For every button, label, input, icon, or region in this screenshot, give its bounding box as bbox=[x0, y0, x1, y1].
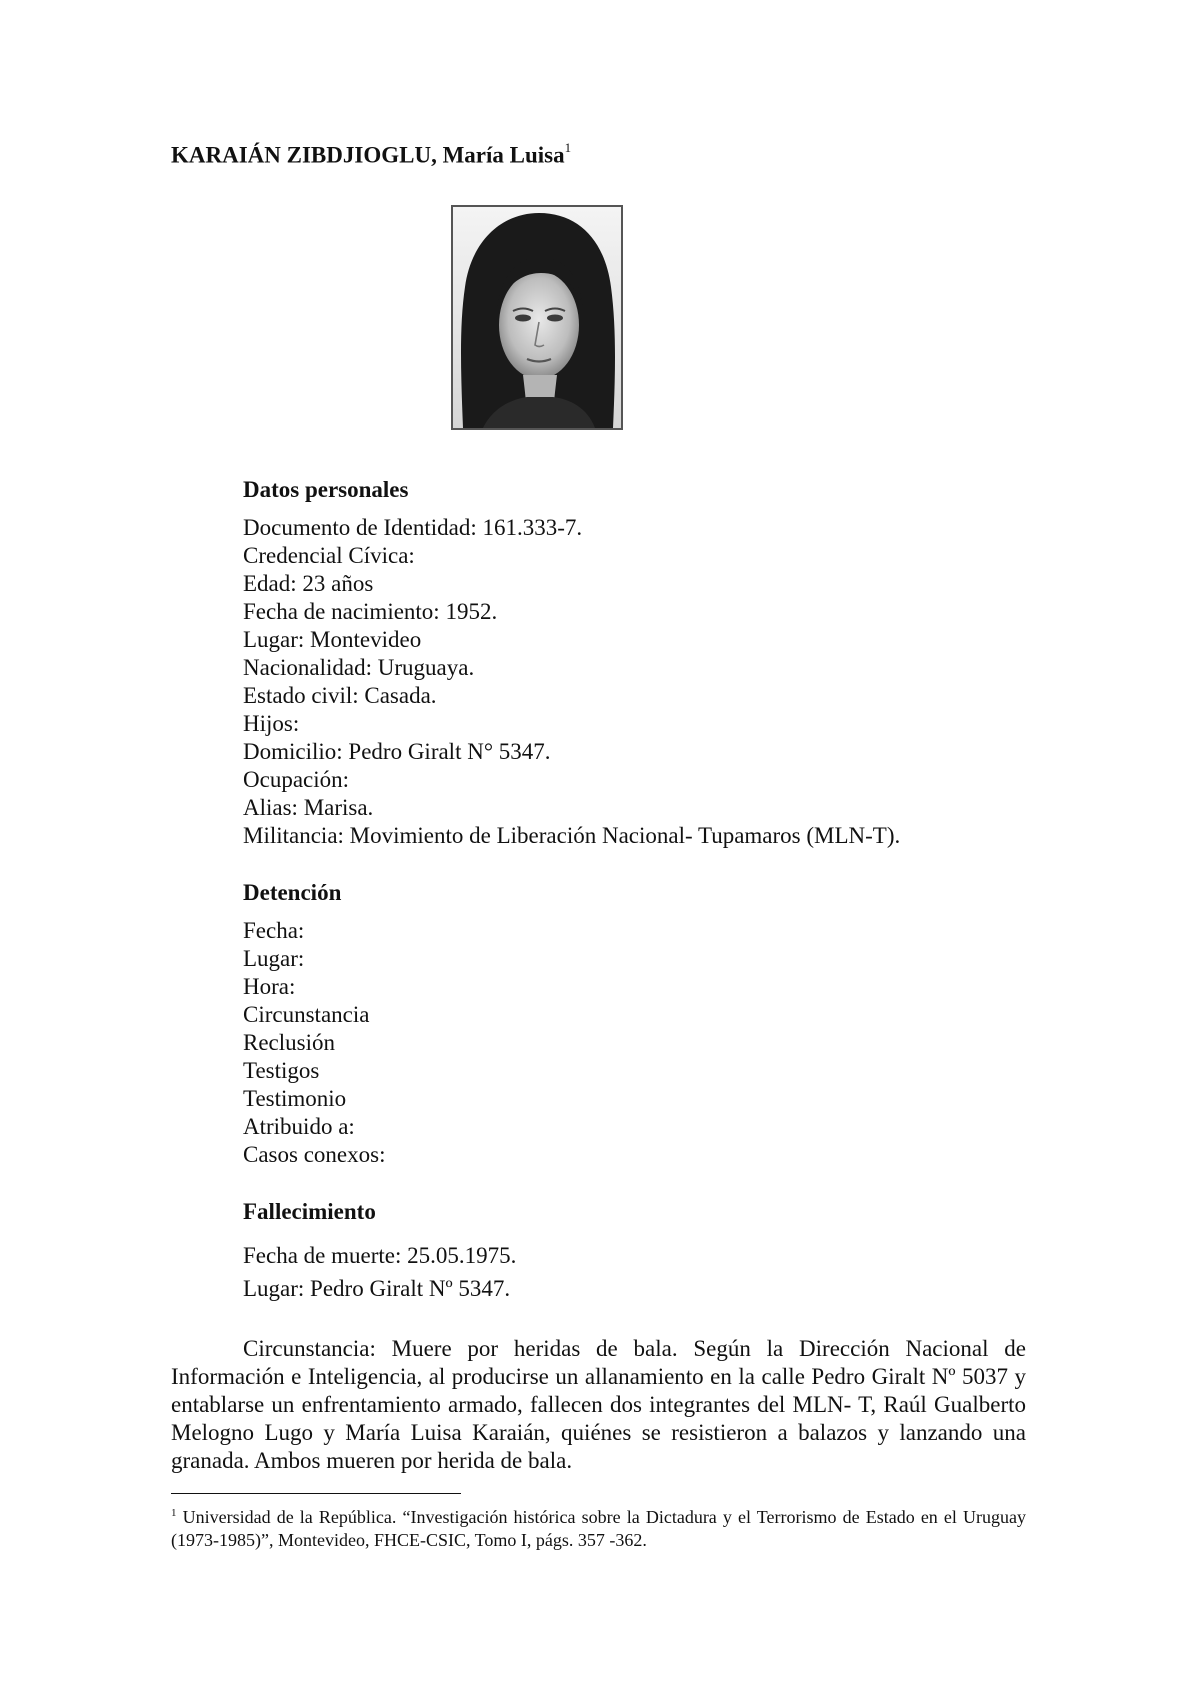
fallecimiento-line: Fecha de muerte: 25.05.1975. bbox=[243, 1243, 517, 1268]
section-heading: Fallecimiento bbox=[243, 1199, 376, 1224]
section-datos-personales bbox=[243, 476, 900, 850]
datos-line: Nacionalidad: Uruguaya. bbox=[243, 655, 475, 680]
datos-line: Credencial Cívica: bbox=[243, 543, 415, 568]
portrait-photo bbox=[451, 205, 623, 430]
detencion-line: Atribuido a: bbox=[243, 1114, 355, 1139]
datos-line: Estado civil: Casada. bbox=[243, 683, 437, 708]
footnote-text: Universidad de la República. “Investigación histórica sobre la Dictadura y el Terrorismo de Estado en el Uruguay (1973-1985)”, Montevideo, FHCE-CSIC, Tomo I, págs. 357 -362. bbox=[171, 1507, 1026, 1550]
title-name: KARAIÁN ZIBDJIOGLU, María Luisa bbox=[171, 142, 565, 168]
datos-line: Documento de Identidad: 161.333-7. bbox=[243, 515, 583, 540]
datos-line: Militancia: Movimiento de Liberación Nacional- Tupamaros (MLN-T). bbox=[243, 823, 901, 848]
datos-line: Lugar: Montevideo bbox=[243, 627, 422, 652]
detencion-line: Casos conexos: bbox=[243, 1142, 386, 1167]
fallecimiento-paragraph: Circunstancia: Muere por heridas de bala. Según la Dirección Nacional de Información e Inteligencia, al producirse un allanamiento en la calle Pedro Giralt Nº 5037 y entablarse un enfrentamiento armado, fallecen dos integrantes del MLN- T, Raúl Gualberto Melogno Lugo y María Luisa Karaián, quiénes se resistieron a balazos y lanzando una granada. Ambos mueren por herida de bala. bbox=[171, 1336, 1026, 1473]
detencion-line: Lugar: bbox=[243, 946, 305, 971]
footnote bbox=[171, 1502, 1026, 1552]
datos-line: Fecha de nacimiento: 1952. bbox=[243, 599, 498, 624]
datos-line: Ocupación: bbox=[243, 767, 350, 792]
section-detencion bbox=[243, 879, 385, 1169]
detencion-line: Hora: bbox=[243, 974, 296, 999]
datos-line: Hijos: bbox=[243, 711, 300, 736]
detencion-line: Circunstancia bbox=[243, 1002, 370, 1027]
datos-line: Edad: 23 años bbox=[243, 571, 374, 596]
fallecimiento-line: Lugar: Pedro Giralt Nº 5347. bbox=[243, 1276, 511, 1301]
section-heading: Datos personales bbox=[243, 477, 409, 502]
detencion-line: Testimonio bbox=[243, 1086, 347, 1111]
section-fallecimiento bbox=[243, 1198, 516, 1308]
title-footnote-mark: 1 bbox=[564, 140, 572, 155]
footnote-mark: 1 bbox=[171, 1507, 177, 1519]
datos-line: Alias: Marisa. bbox=[243, 795, 374, 820]
datos-line: Domicilio: Pedro Giralt N° 5347. bbox=[243, 739, 551, 764]
detencion-line: Testigos bbox=[243, 1058, 320, 1083]
page-title bbox=[171, 142, 571, 169]
detencion-line: Fecha: bbox=[243, 918, 305, 943]
section-heading: Detención bbox=[243, 880, 342, 905]
detencion-line: Reclusión bbox=[243, 1030, 335, 1055]
footnote-divider bbox=[171, 1493, 461, 1494]
